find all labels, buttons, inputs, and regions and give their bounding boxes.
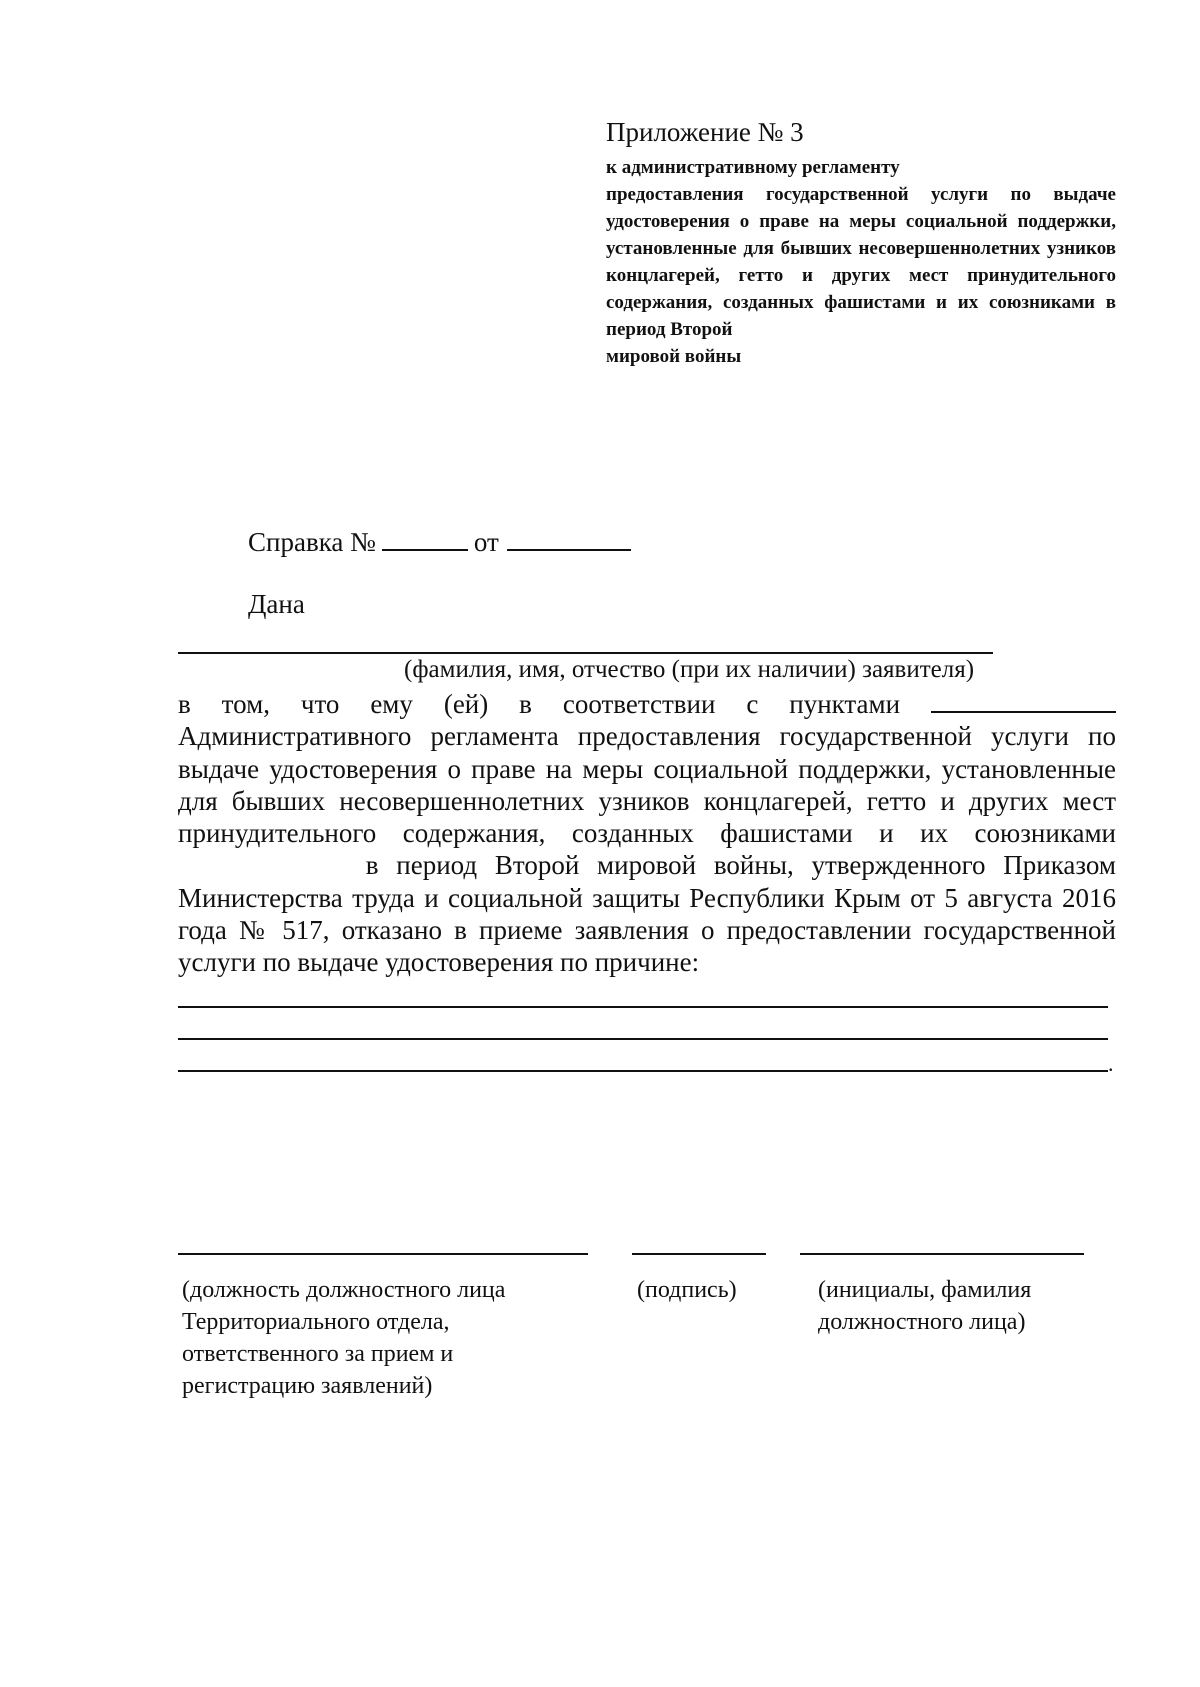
certificate-from-label: от [473, 527, 499, 557]
certificate-number-field[interactable] [382, 525, 468, 551]
appendix-last-line: мировой войны [606, 346, 742, 367]
main-text-part-1: в том, что ему (ей) в соответствии с пунктами [178, 689, 931, 719]
name-signature-line[interactable] [800, 1253, 1084, 1255]
signature-line[interactable] [632, 1253, 766, 1255]
reason-line-3[interactable] [178, 1070, 1108, 1072]
certificate-date-field[interactable] [507, 525, 631, 551]
name-caption [818, 1274, 1031, 1338]
applicant-name-caption: (фамилия, имя, отчество (при их наличии) заявителя) [404, 656, 975, 683]
position-caption-line-2: Территориального отдела, [182, 1309, 450, 1335]
name-caption-line-2: должностного лица) [818, 1309, 1026, 1335]
appendix-body: предоставления государственной услуги по выдаче удостоверения о праве на меры социальной поддержки, установленные для бывших несовершеннолетних узников концлагерей, гетто и других мест принудительного содержания, созданных фашистами и их союзниками в период Второй [606, 184, 1116, 340]
main-paragraph [178, 688, 1116, 979]
appendix-line-1: к административному регламенту [606, 157, 900, 178]
reason-line-1[interactable] [178, 1006, 1108, 1008]
reason-line-2[interactable] [178, 1038, 1108, 1040]
clauses-field[interactable] [931, 689, 1116, 713]
reason-end-dot: . [1108, 1051, 1114, 1076]
certificate-label: Справка № [248, 527, 376, 557]
main-text-part-3: в период Второй мировой войны, утвержденного Приказом Министерства труда и социальной защиты Республики Крым от 5 августа 2016 года № 517, отказано в приеме заявления о предоставлении государственной услуги по выдаче удостоверения по причине: [178, 850, 1116, 978]
signature-caption: (подпись) [637, 1277, 737, 1303]
appendix-subtitle [606, 154, 1116, 370]
name-caption-line-1: (инициалы, фамилия [818, 1277, 1032, 1303]
applicant-name-field[interactable] [178, 652, 993, 654]
position-caption-line-3: ответственного за прием и [182, 1341, 454, 1367]
position-caption-line-4: регистрацию заявлений) [182, 1373, 433, 1399]
appendix-header [606, 116, 1116, 370]
position-signature-line[interactable] [178, 1253, 588, 1255]
given-label: Дана [248, 589, 305, 619]
appendix-title: Приложение № 3 [606, 117, 804, 147]
main-text-part-2: Административного регламента предоставления государственной услуги по выдаче удостоверения о праве на меры социальной поддержки, установленные для бывших несовершеннолетних узников концлагерей, гетто и других мест принудительного содержания, созданных фашистами и их союзниками [178, 721, 1116, 849]
position-caption [182, 1274, 505, 1402]
position-caption-line-1: (должность должностного лица [182, 1277, 506, 1303]
certificate-line [248, 525, 631, 558]
